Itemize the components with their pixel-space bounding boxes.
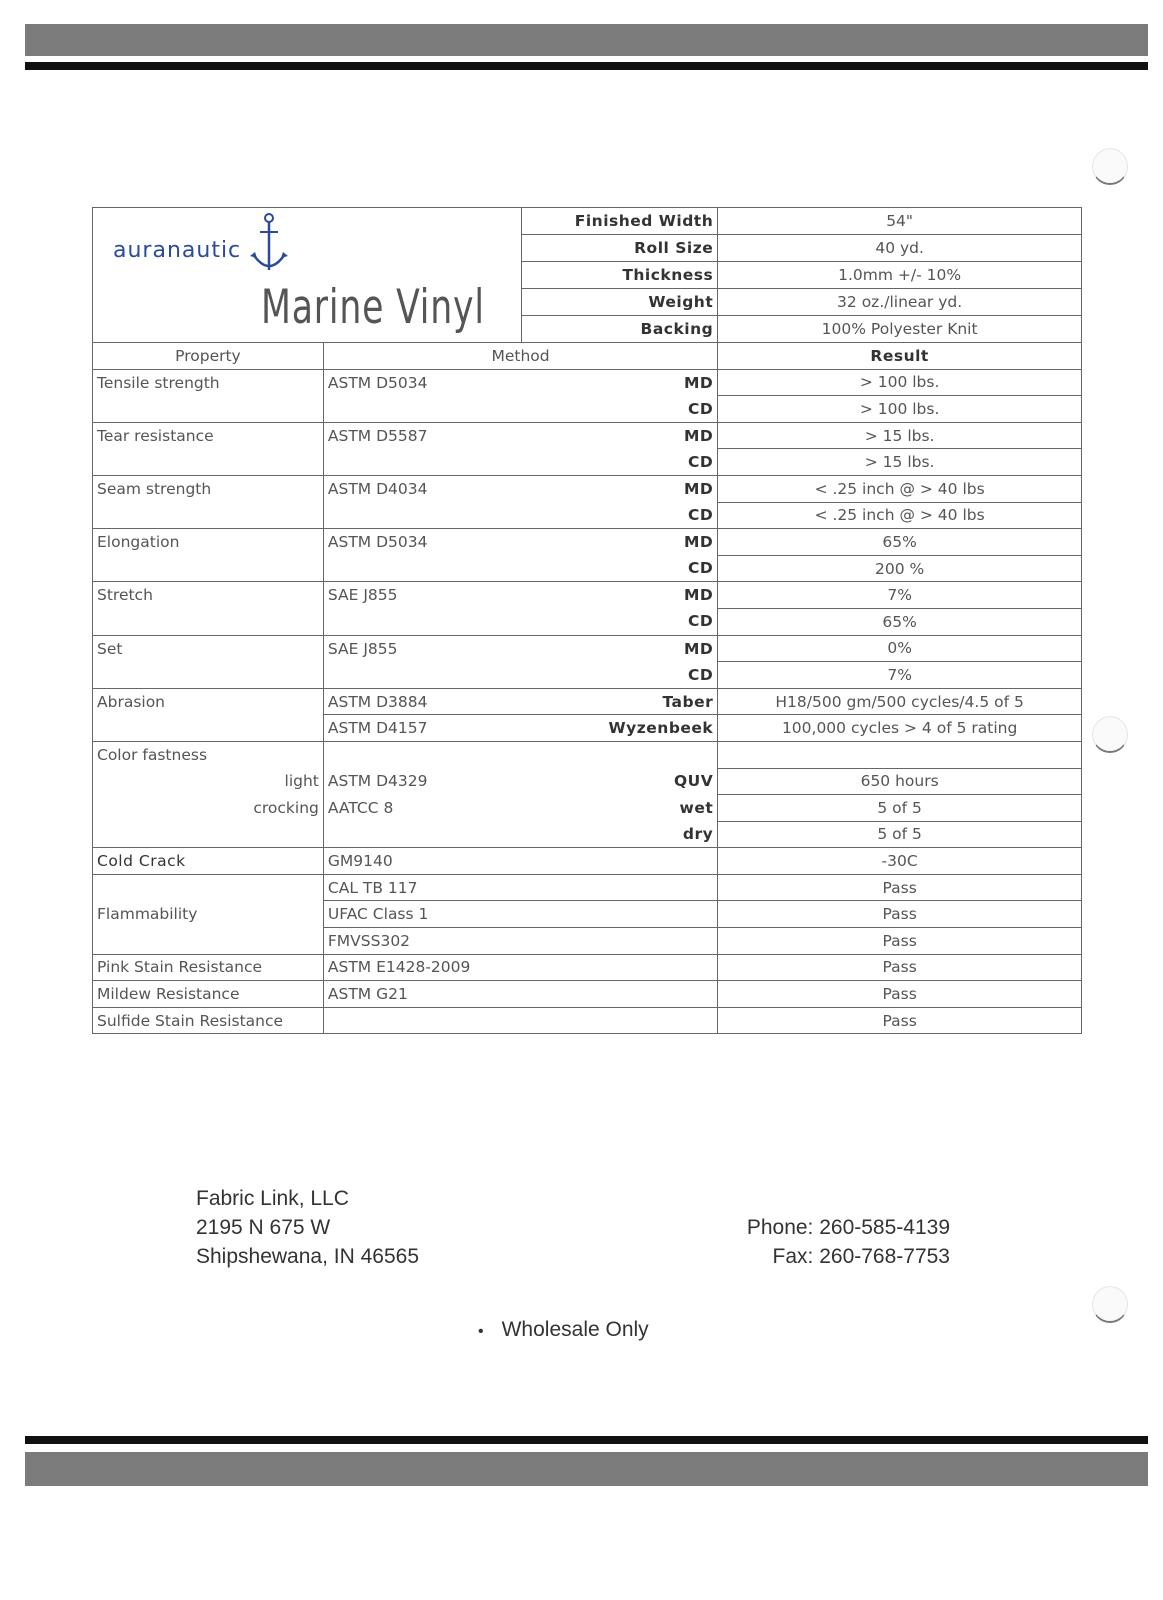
spec-label: Backing (522, 316, 718, 343)
direction-label: MD (522, 475, 718, 502)
table-row (93, 369, 1082, 396)
result-value: 5 of 5 (718, 821, 1082, 848)
table-row (93, 449, 1082, 476)
spec-value: 32 oz./linear yd. (718, 289, 1082, 316)
contact-info (735, 1213, 950, 1271)
direction-label: CD (522, 502, 718, 529)
result-value: H18/500 gm/500 cycles/4.5 of 5 (718, 688, 1082, 715)
property-name: Tear resistance (93, 422, 324, 449)
method-name: ASTM E1428-2009 (323, 954, 717, 981)
column-header-row (93, 343, 1082, 370)
method-name: ASTM D5587 (323, 422, 521, 449)
method-name: ASTM D4157 (323, 715, 521, 742)
property-name: Flammability (93, 874, 324, 954)
table-row (93, 582, 1082, 609)
anchor-icon (249, 212, 289, 276)
punch-hole (1092, 148, 1128, 185)
property-name: Cold Crack (93, 848, 324, 875)
result-value: Pass (718, 874, 1082, 901)
wholesale-note (478, 1318, 649, 1342)
top-gray-bar (25, 24, 1148, 56)
result-value: Pass (718, 954, 1082, 981)
sub-property-label: crocking (93, 795, 324, 822)
table-row (93, 502, 1082, 529)
table-row (93, 475, 1082, 502)
spec-value: 1.0mm +/- 10% (718, 262, 1082, 289)
direction-label: CD (522, 396, 718, 423)
result-value: 200 % (718, 555, 1082, 582)
table-row (93, 1007, 1082, 1034)
table-row (93, 529, 1082, 556)
test-type-label: QUV (522, 768, 718, 795)
method-name: SAE J855 (323, 582, 521, 609)
method-name: CAL TB 117 (323, 874, 717, 901)
table-row (93, 555, 1082, 582)
property-name: Tensile strength (93, 369, 324, 396)
result-value: < .25 inch @ > 40 lbs (718, 475, 1082, 502)
sub-property-label: light (93, 768, 324, 795)
method-name: ASTM D5034 (323, 529, 521, 556)
direction-label: CD (522, 449, 718, 476)
fax-number: Fax: 260-768-7753 (772, 1245, 950, 1268)
result-value: 5 of 5 (718, 795, 1082, 822)
result-value: Pass (718, 981, 1082, 1008)
company-address (196, 1184, 419, 1271)
result-value: 0% (718, 635, 1082, 662)
result-value: > 15 lbs. (718, 449, 1082, 476)
direction-label: CD (522, 555, 718, 582)
result-value: 7% (718, 662, 1082, 689)
table-row (93, 715, 1082, 742)
result-value: > 15 lbs. (718, 422, 1082, 449)
property-name: Sulfide Stain Resistance (93, 1007, 324, 1034)
column-header-result: Result (718, 343, 1082, 370)
direction-label: MD (522, 529, 718, 556)
method-name: ASTM G21 (323, 981, 717, 1008)
table-row (93, 981, 1082, 1008)
property-name: Stretch (93, 582, 324, 609)
method-name: ASTM D3884 (323, 688, 521, 715)
method-name: ASTM D4034 (323, 475, 521, 502)
result-value: 100,000 cycles > 4 of 5 rating (718, 715, 1082, 742)
table-row (93, 795, 1082, 822)
table-row (93, 954, 1082, 981)
spec-value: 54" (718, 208, 1082, 235)
test-type-label: Wyzenbeek (522, 715, 718, 742)
spec-value: 100% Polyester Knit (718, 316, 1082, 343)
result-value: > 100 lbs. (718, 396, 1082, 423)
direction-label: MD (522, 422, 718, 449)
spec-label: Roll Size (522, 235, 718, 262)
property-name: Abrasion (93, 688, 324, 715)
column-header-method: Method (323, 343, 717, 370)
bottom-gray-bar (25, 1452, 1148, 1486)
test-type-label: Taber (522, 688, 718, 715)
top-black-rule (25, 62, 1148, 70)
result-value: Pass (718, 901, 1082, 928)
method-name: FMVSS302 (323, 928, 717, 955)
logo-block (93, 208, 522, 343)
direction-label: CD (522, 662, 718, 689)
result-value: 7% (718, 582, 1082, 609)
result-value: 650 hours (718, 768, 1082, 795)
bottom-black-rule (25, 1436, 1148, 1444)
table-row (93, 635, 1082, 662)
brand-logo: auranautic (113, 238, 242, 263)
punch-hole (1092, 1286, 1128, 1323)
test-type-label: dry (522, 821, 718, 848)
street-address: 2195 N 675 W (196, 1216, 331, 1239)
table-row (93, 741, 1082, 768)
result-value: 65% (718, 529, 1082, 556)
result-value: 65% (718, 608, 1082, 635)
spec-label: Finished Width (522, 208, 718, 235)
method-name: AATCC 8 (323, 795, 521, 822)
table-row (93, 396, 1082, 423)
property-name: Elongation (93, 529, 324, 556)
company-name: Fabric Link, LLC (196, 1187, 349, 1210)
wholesale-text: Wholesale Only (501, 1318, 649, 1341)
table-row (93, 608, 1082, 635)
result-value: < .25 inch @ > 40 lbs (718, 502, 1082, 529)
table-row (93, 662, 1082, 689)
spec-label: Weight (522, 289, 718, 316)
property-name: Set (93, 635, 324, 662)
table-row (93, 874, 1082, 901)
method-name: ASTM D5034 (323, 369, 521, 396)
phone-number: Phone: 260-585-4139 (746, 1216, 950, 1239)
table-row (93, 422, 1082, 449)
spec-label: Thickness (522, 262, 718, 289)
property-name: Seam strength (93, 475, 324, 502)
column-header-property: Property (93, 343, 324, 370)
direction-label: MD (522, 369, 718, 396)
table-row (93, 848, 1082, 875)
direction-label: MD (522, 582, 718, 609)
method-name (323, 1007, 717, 1034)
method-name: UFAC Class 1 (323, 901, 717, 928)
method-name: ASTM D4329 (323, 768, 521, 795)
bullet-icon: • (478, 1323, 484, 1340)
direction-label: CD (522, 608, 718, 635)
punch-hole (1092, 716, 1128, 753)
city-state-zip: Shipshewana, IN 46565 (196, 1245, 419, 1268)
property-name: Color fastness (93, 741, 324, 768)
table-row (93, 768, 1082, 795)
spec-table (92, 207, 1082, 1034)
property-name: Pink Stain Resistance (93, 954, 324, 981)
spec-value: 40 yd. (718, 235, 1082, 262)
property-name: Mildew Resistance (93, 981, 324, 1008)
spec-row (93, 208, 1082, 235)
product-title: Marine Vinyl (261, 280, 485, 335)
result-value: Pass (718, 928, 1082, 955)
result-value: Pass (718, 1007, 1082, 1034)
direction-label: MD (522, 635, 718, 662)
table-row (93, 688, 1082, 715)
table-row (93, 821, 1082, 848)
method-name: GM9140 (323, 848, 717, 875)
method-name: SAE J855 (323, 635, 521, 662)
test-type-label: wet (522, 795, 718, 822)
result-value: > 100 lbs. (718, 369, 1082, 396)
result-value: -30C (718, 848, 1082, 875)
